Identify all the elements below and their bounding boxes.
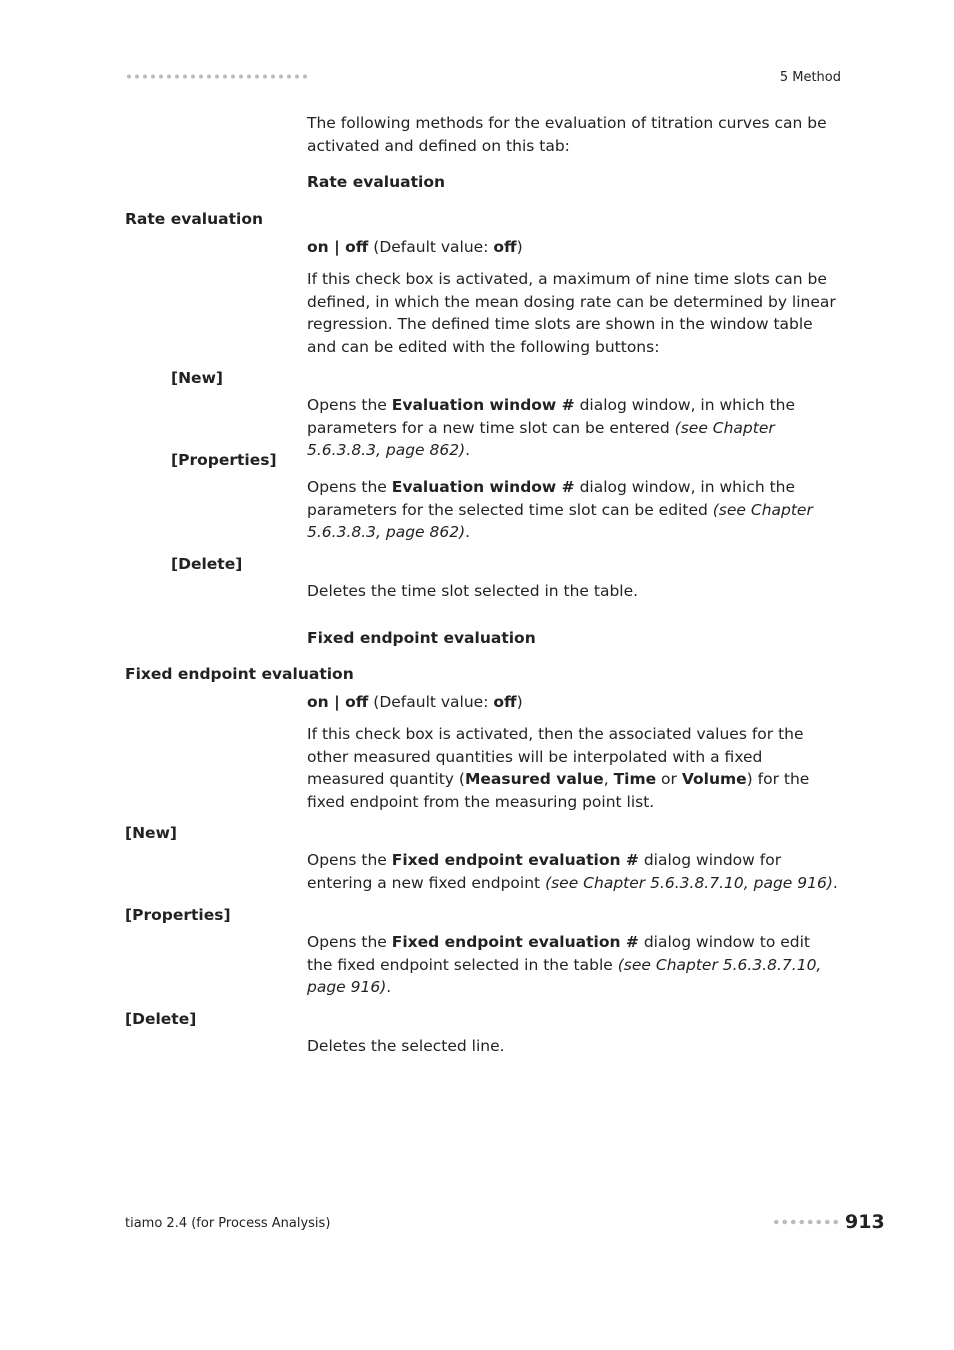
rate-description: If this check box is activated, a maximum of nine time slots can be defined, in which the mean dosing rate can be determined by linear regression. The defined time slots are shown in the window table and can be edited with the following buttons:	[307, 270, 836, 356]
fixed-delete-label: [Delete]	[125, 1010, 197, 1028]
footer-decoration	[772, 1218, 840, 1226]
fixed-new-label: [New]	[125, 824, 177, 842]
fixed-properties-text: Opens the Fixed endpoint evaluation # dialog window to edit the fixed endpoint selected in the table (see Chapter 5.6.3.8.7.10, page 916).	[307, 933, 822, 996]
fixed-description: If this check box is activated, then the associated values for the other measured quantities will be interpolated with a fixed measured quantity (Measured value, Time or Volume) for the fixed endpoint from the measuring point list.	[307, 725, 810, 811]
fixed-new-text: Opens the Fixed endpoint evaluation # dialog window for entering a new fixed endpoint (see Chapter 5.6.3.8.7.10, page 916).	[307, 851, 838, 892]
header-chapter: 5 Method	[779, 70, 841, 85]
rate-new-text: Opens the Evaluation window # dialog window, in which the parameters for a new time slot can be entered (see Chapter 5.6.3.8.3, page 862).	[307, 396, 796, 459]
fixed-param-label: Fixed endpoint evaluation	[125, 665, 354, 683]
rate-properties-text: Opens the Evaluation window # dialog window, in which the parameters for the selected time slot can be edited (see Chapter 5.6.3.8.3, page 862).	[307, 478, 813, 541]
fixed-delete-text: Deletes the selected line.	[307, 1037, 505, 1055]
footer-product: tiamo 2.4 (for Process Analysis)	[125, 1216, 331, 1231]
fixed-properties-label: [Properties]	[125, 906, 231, 924]
rate-delete-label: [Delete]	[171, 555, 243, 573]
fixed-values: on | off (Default value: off)	[307, 693, 523, 711]
rate-values: on | off (Default value: off)	[307, 238, 523, 256]
page-number: 913	[845, 1211, 885, 1233]
rate-delete-text: Deletes the time slot selected in the table.	[307, 582, 639, 600]
header-decoration	[125, 73, 307, 80]
rate-param-label: Rate evaluation	[125, 210, 264, 228]
intro-text: The following methods for the evaluation of titration curves can be activated and defined on this tab:	[307, 114, 827, 155]
rate-new-label: [New]	[171, 369, 223, 387]
rate-properties-label: [Properties]	[171, 451, 277, 469]
fixed-heading: Fixed endpoint evaluation	[307, 629, 536, 647]
rate-heading: Rate evaluation	[307, 173, 446, 191]
